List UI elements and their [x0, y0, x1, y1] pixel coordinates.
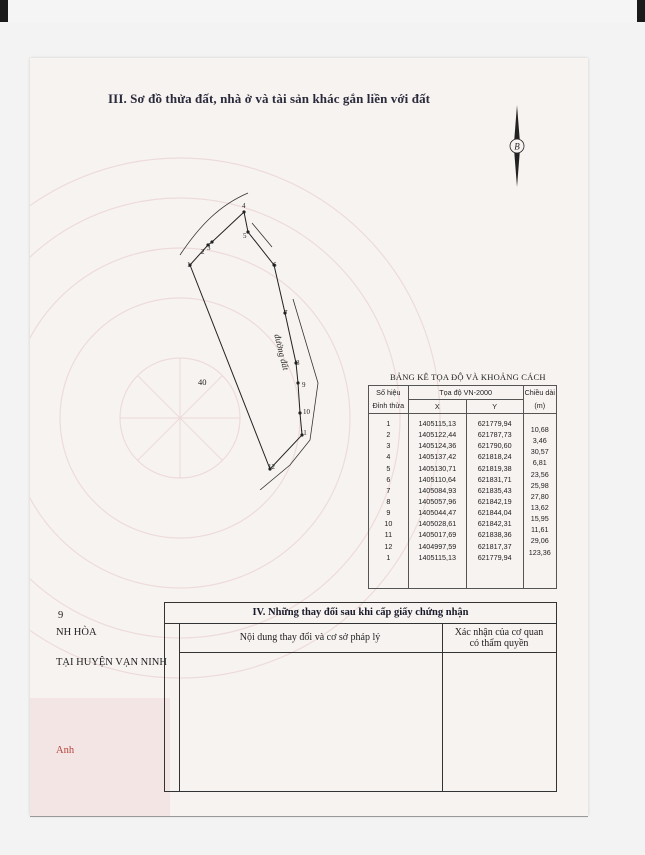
row-distance: 27,80 [530, 491, 549, 501]
page-bottom-edge [30, 816, 588, 817]
row-x: 1405130,71 [418, 463, 457, 473]
row-id: 2 [386, 430, 391, 440]
row-distance: 15,95 [530, 514, 549, 524]
header-coord: Tọa độ VN-2000 [408, 386, 523, 400]
row-distance: 29,06 [530, 536, 549, 546]
row-x: 1405115,13 [418, 419, 456, 428]
point-label-1: 1 [187, 261, 191, 269]
row-distance: 30,57 [530, 447, 549, 457]
row-id: 8 [386, 496, 391, 506]
col-ids [369, 414, 409, 589]
row-x: 1405124,36 [418, 441, 457, 451]
point-label-4: 4 [242, 202, 246, 210]
row-id: 12 [384, 541, 393, 551]
point-label-12: 12 [268, 463, 275, 471]
row-id: 5 [386, 463, 391, 473]
row-x: 1404997,59 [418, 541, 457, 551]
point-label-6: 6 [273, 261, 277, 269]
row-y: 621835,43 [477, 485, 512, 495]
row-x: 1405084,93 [418, 485, 457, 495]
changes-table [164, 602, 557, 792]
left-fragment-4: Anh [56, 745, 75, 756]
coord-table-title: BẢNG KÊ TỌA ĐỘ VÀ KHOẢNG CÁCH [390, 372, 546, 382]
coordinate-table [368, 385, 557, 589]
changes-header-confirm [441, 623, 557, 653]
row-y: 621817,37 [477, 541, 512, 551]
point-label-9: 9 [302, 381, 306, 389]
row-distance: 3,46 [532, 436, 547, 446]
row-y: 621838,36 [477, 530, 512, 540]
row-y: 621790,60 [477, 441, 512, 451]
header-id: Số hiệu [369, 386, 409, 400]
boundary-curve [180, 193, 248, 255]
row-id: 1 [386, 419, 391, 428]
point-label-3: 3 [207, 244, 211, 252]
point-label-5: 5 [243, 232, 247, 240]
lot-number: 40 [198, 377, 207, 387]
road-edge [260, 299, 318, 490]
confirm-line-1: Xác nhận của cơ quan [454, 627, 544, 638]
row-y: 621787,73 [477, 430, 512, 440]
left-fragment-2: NH HÒA [56, 627, 97, 638]
row-x: 1405115,13 [418, 552, 456, 562]
row-x: 1405044,47 [418, 508, 457, 518]
col-x [408, 414, 466, 589]
row-id: 11 [384, 530, 393, 540]
compass-letter: B [514, 141, 520, 152]
row-x: 1405057,96 [418, 496, 457, 506]
col-distance [523, 414, 556, 589]
row-x: 1405122,44 [418, 430, 457, 440]
parcel-map [160, 185, 340, 490]
row-y: 621779,94 [477, 419, 512, 428]
row-id: 6 [386, 474, 391, 484]
row-y: 621844,04 [477, 508, 512, 518]
row-distance: 11,61 [531, 525, 549, 535]
row-id: 10 [384, 519, 393, 529]
row-y: 621818,24 [477, 452, 512, 462]
road-label: đường đất [272, 333, 291, 372]
row-y: 621779,94 [477, 552, 512, 562]
row-id: 7 [386, 485, 391, 495]
row-x: 1405028,61 [418, 519, 457, 529]
section-iv-title: IV. Những thay đổi sau khi cấp giấy chứng nhận [165, 603, 556, 624]
point-label-10: 10 [303, 408, 310, 416]
left-fragment-1: 9 [58, 610, 64, 621]
row-id: 4 [386, 452, 391, 462]
row-y: 621819,38 [477, 463, 512, 473]
point-label-2: 2 [201, 248, 205, 256]
point-label-11: 11 [300, 429, 307, 437]
row-id: 1 [386, 552, 391, 562]
row-id: 9 [386, 508, 391, 518]
left-fragment-3: TẠI HUYỆN VẠN NINH [56, 657, 167, 668]
row-distance: 23,56 [530, 469, 549, 479]
point-label-7: 7 [284, 309, 288, 317]
header-dist-unit: (m) [523, 400, 556, 414]
row-id: 3 [386, 441, 391, 451]
top-bar-left-edge [0, 0, 8, 22]
point-label-8: 8 [296, 359, 300, 367]
compass-north-icon [503, 105, 531, 187]
section-iii-title: III. Sơ đồ thửa đất, nhà ở và tài sản khác gắn liền với đất [108, 91, 431, 106]
col-y [466, 414, 523, 589]
row-distance: 123,36 [528, 547, 551, 557]
row-x: 1405137,42 [418, 452, 457, 462]
row-y: 621842,31 [477, 519, 512, 529]
top-bar [0, 0, 645, 22]
top-bar-right-edge [637, 0, 645, 22]
row-y: 621831,71 [477, 474, 512, 484]
row-distance: 10,68 [530, 425, 549, 434]
confirm-line-2: có thẩm quyền [469, 638, 529, 649]
row-distance: 25,98 [530, 480, 549, 490]
header-x: X [408, 400, 466, 414]
header-id2: Đỉnh thửa [369, 400, 409, 414]
row-distance: 13,62 [530, 502, 549, 512]
row-x: 1405110,64 [418, 474, 456, 484]
row-y: 621842,19 [477, 496, 512, 506]
row-x: 1405017,69 [418, 530, 457, 540]
header-y: Y [466, 400, 523, 414]
row-distance: 6,81 [532, 458, 547, 468]
changes-header-content: Nội dung thay đổi và cơ sở pháp lý [179, 623, 441, 653]
header-dist: Chiều dài [523, 386, 556, 400]
